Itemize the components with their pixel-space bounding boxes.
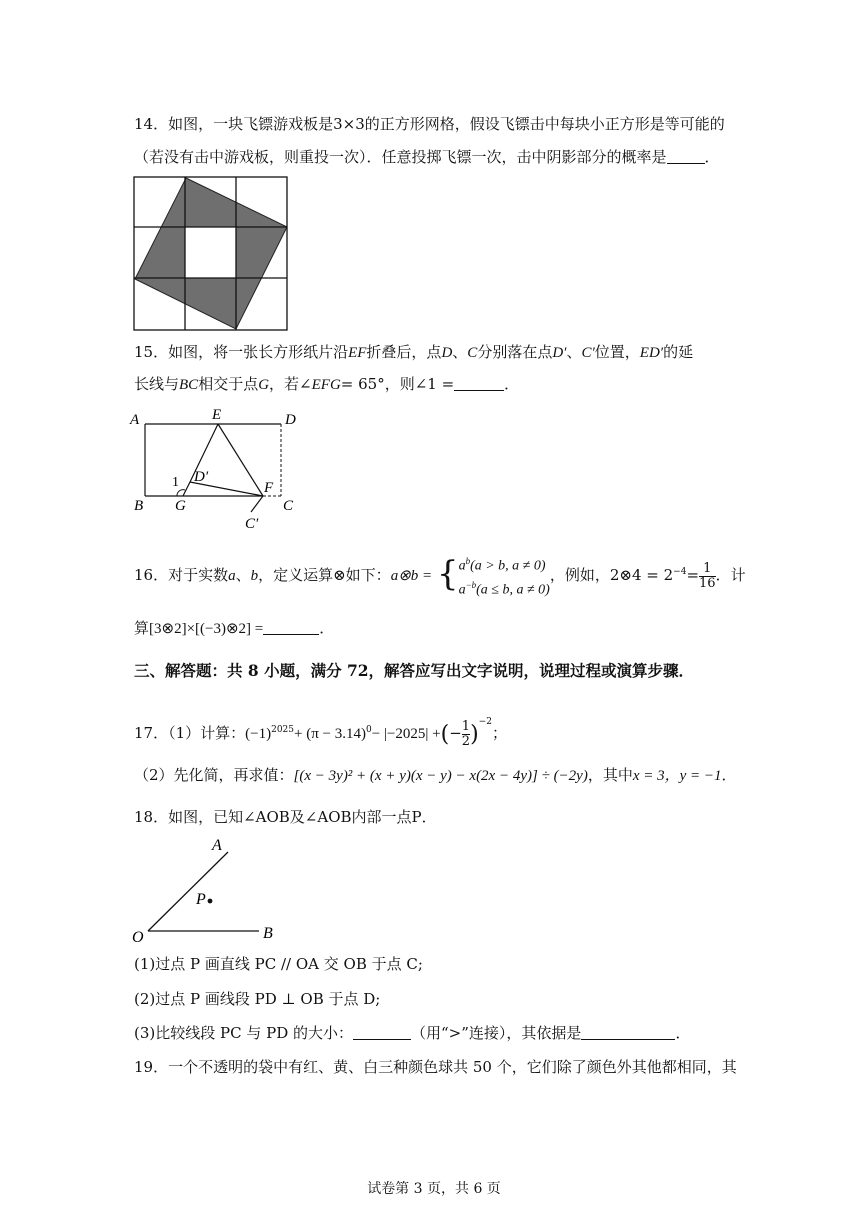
q15-text-f: 长线与	[134, 375, 180, 393]
q16-text-d: ．	[319, 619, 335, 637]
q16-case1-exp: b	[465, 556, 471, 567]
q16-def-lhs: a⊗b =	[390, 568, 433, 584]
q17-p2-end: ．	[721, 766, 737, 784]
q15-bc: BC	[179, 377, 199, 393]
q18-step-2: (2)过点 P 画线段 PD ⊥ OB 于点 D;	[134, 990, 381, 1008]
q17-part-1: 17．（1）计算：$(-1)^{2025}+ (\pi - 3.14)^0- |-2025|$ +(− $\frac{1}{2}$ )$^{-2}$；	[134, 717, 507, 749]
q15-text-i: = 65°，则∠1 =	[340, 375, 455, 393]
q16-frac-den: 16	[699, 575, 716, 591]
q14-answer-blank	[667, 147, 705, 164]
q15-label-g: G	[175, 498, 186, 514]
q18-line: 18．如图，已知∠AOB及∠AOB内部一点P．	[134, 808, 437, 826]
q17-p2-expression: [(x − 3y)² + (x + y)(x − y) − x(2x − 4y)] ÷ (−2y)	[293, 768, 588, 784]
q16-case1-cond: (a > b, a ≠ 0)	[470, 559, 546, 574]
q15-text-b: 折叠后，点	[366, 343, 442, 361]
q15-d: D	[441, 345, 453, 361]
q16-case2-exp: −b	[465, 580, 477, 590]
q15-text-d: 位置，	[594, 343, 640, 361]
q16-line-2	[134, 617, 334, 640]
q16-line-1	[134, 552, 746, 598]
q14-line-2-text: （若没有击中游戏板，则重投一次）．任意投掷飞镖一次，击中阴影部分的概率是	[134, 148, 667, 166]
q17-p1-frac-den: 2	[461, 733, 471, 749]
q16-sep: 、	[235, 566, 251, 584]
q18-step-1: (1)过点 P 画直线 PC // OA 交 OB 于点 C;	[134, 955, 423, 973]
q18-label-a: A	[212, 837, 222, 854]
q15-edp: ED′	[639, 345, 664, 361]
q15-sep: 、	[452, 343, 468, 361]
q16-answer-blank	[263, 618, 319, 635]
q15-line-1	[134, 341, 693, 364]
q19-line: 19．一个不透明的袋中有红、黄、白三种颜色球共 50 个，它们除了颜色外其他都相同，其	[134, 1058, 737, 1076]
q15-folding-figure	[128, 404, 308, 534]
q17-p1-exp3: −2	[478, 717, 492, 727]
q18-label-b: B	[263, 925, 273, 942]
q17-p1-frac	[462, 720, 470, 749]
q15-line-2	[134, 373, 519, 396]
q17-p1-paren-open: (	[440, 722, 450, 747]
q17-part-2	[134, 764, 737, 787]
q17-p1-term2: + (π − 3.14)	[294, 726, 366, 742]
q16-example-frac	[699, 562, 716, 591]
q17-p2-condition: x = 3，y = −1	[632, 768, 722, 784]
q15-text-g: 相交于点	[198, 375, 259, 393]
q17-p1-end: ；	[491, 724, 507, 742]
q18-point-p	[208, 899, 213, 904]
q15-label-d: D	[285, 412, 296, 428]
q16-a: a	[228, 568, 236, 584]
q16-example-exp: −4	[673, 567, 687, 577]
q18-label-p: P	[196, 891, 206, 908]
page-footer: 试卷第 3 页，共 6 页	[367, 1181, 501, 1197]
q15-answer-blank	[454, 374, 504, 391]
q17-p1-term1: (−1)	[245, 726, 272, 742]
q15-ef: EF	[348, 345, 367, 361]
q16-example-eq: =	[686, 566, 700, 584]
q17-p1-exp2: 0	[365, 725, 372, 735]
q18-step-3-text-b: （用“>”连接），其依据是	[411, 1024, 582, 1042]
q16-case2-base: a	[458, 582, 466, 598]
q15-label-c: C	[283, 498, 294, 514]
q16-cases	[459, 552, 550, 599]
q17-p2-text: （2）先化简，再求值：	[134, 766, 294, 784]
q18-angle-figure	[128, 832, 288, 950]
q16-text-c: 算	[134, 619, 150, 637]
q18-step-3-end: ．	[675, 1024, 691, 1042]
q15-text-e: 的延	[663, 343, 694, 361]
q15-text-h: ，若∠	[269, 375, 312, 393]
q17-p1-paren-close: )	[470, 722, 479, 747]
q15-cp: C′	[581, 345, 595, 361]
q15-label-dprime: D′	[194, 469, 209, 485]
q16-text-b: ，定义运算⊗如下：	[258, 566, 391, 584]
q15-label-cprime: C′	[245, 516, 259, 532]
q15-c: C	[467, 345, 478, 361]
q14-dartboard-figure	[132, 176, 290, 332]
q15-text-j: ．	[504, 375, 520, 393]
q16-text-end: ．计	[715, 566, 746, 584]
q15-dp: D′	[552, 345, 567, 361]
q17-p2-text-b: ，其中	[587, 766, 633, 784]
section-3-heading: 三、解答题：共 8 小题，满分 72，解答应写出文字说明，说理过程或演算步骤．	[134, 661, 695, 680]
q15-label-b: B	[134, 498, 144, 514]
q16-text-a: 16．对于实数	[134, 566, 229, 584]
q15-text-c: 分别落在点	[477, 343, 553, 361]
q16-frac-num: 1	[703, 560, 712, 576]
q15-text-a: 15．如图，将一张长方形纸片沿	[134, 343, 349, 361]
q16-example: ，例如，2⊗4 = 2	[549, 566, 674, 584]
q15-label-f: F	[264, 480, 274, 496]
q14-line-1: 14．如图，一块飞镖游戏板是3×3的正方形网格，假设飞镖击中每块小正方形是等可能的	[134, 115, 725, 133]
q18-label-o: O	[132, 929, 144, 946]
q17-p1-exp1: 2025	[271, 725, 294, 735]
q16-case1-base: a	[458, 559, 466, 574]
q18-step-3	[134, 1022, 690, 1044]
q17-p1-text: 17．（1）计算：	[134, 724, 246, 742]
q18-answer-blank-1	[353, 1023, 411, 1040]
q15-efg: EFG	[311, 377, 341, 393]
q16-expression: [3⊗2]×[(−3)⊗2] =	[149, 621, 264, 637]
q14-line-2-end: ．	[704, 148, 720, 166]
q18-step-3-text: (3)比较线段 PC 与 PD 的大小：	[134, 1024, 354, 1042]
q17-p1-term3: − |−2025| +	[371, 726, 441, 742]
q14-line-2	[134, 146, 720, 168]
q15-label-a: A	[130, 412, 140, 428]
q18-answer-blank-2	[581, 1023, 675, 1040]
q15-label-e: E	[212, 407, 222, 423]
q16-brace: {	[436, 554, 459, 594]
q17-p1-frac-num: 1	[461, 718, 471, 734]
q15-g: G	[258, 377, 270, 393]
q16-b: b	[250, 568, 259, 584]
q16-case2-cond: (a ≤ b, a ≠ 0)	[476, 582, 550, 598]
q15-label-one: 1	[172, 475, 179, 490]
q15-sep-2: 、	[566, 343, 582, 361]
q14-center-square	[185, 227, 236, 278]
